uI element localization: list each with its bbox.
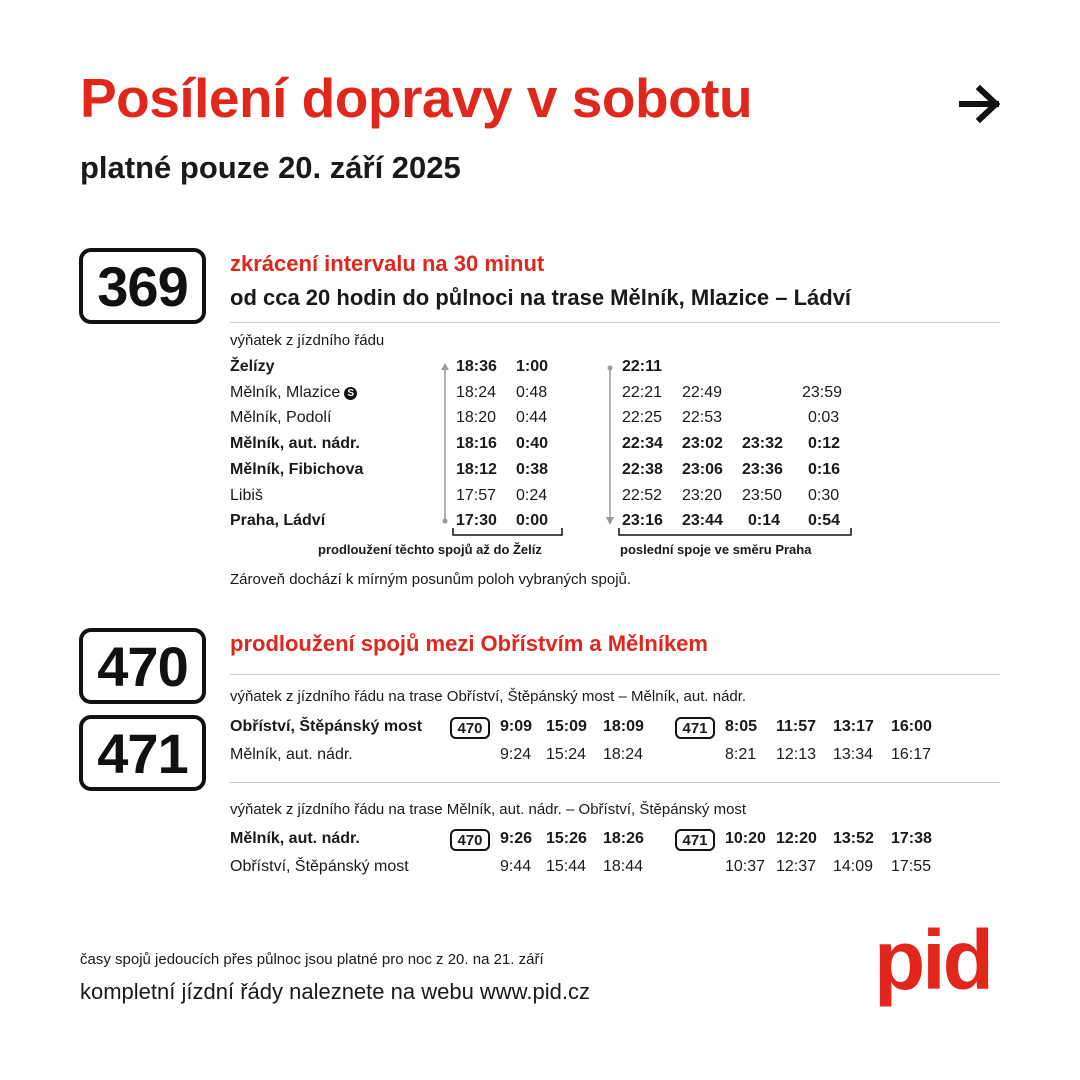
departure-time: 8:05 <box>725 718 758 735</box>
mini-badge-471: 471 <box>675 829 715 851</box>
departure-time: 23:36 <box>742 460 783 478</box>
departure-time: 23:20 <box>682 486 723 504</box>
line-badge-470: 470 <box>79 628 206 704</box>
departure-time: 23:59 <box>802 383 843 401</box>
divider <box>230 322 1000 323</box>
departure-time: 22:34 <box>622 435 663 453</box>
departure-time: 0:14 <box>748 512 781 530</box>
direction-down-icon <box>603 360 617 528</box>
mini-badge-471: 471 <box>675 717 715 739</box>
departure-time: 0:03 <box>808 409 840 427</box>
departure-time: 22:53 <box>682 409 723 427</box>
departure-time: 22:21 <box>622 383 663 401</box>
stop-name: Praha, Ládví <box>230 512 326 530</box>
stop-name: Mělník, Podolí <box>230 409 332 427</box>
departure-time: 18:26 <box>603 830 644 847</box>
departure-time: 12:37 <box>776 858 817 875</box>
departure-time: 9:44 <box>500 858 532 875</box>
departure-time: 14:09 <box>833 858 874 875</box>
departure-time: 18:09 <box>603 718 644 735</box>
departure-time: 15:26 <box>546 830 587 847</box>
stop-name: Mělník, Fibichova <box>230 460 364 478</box>
departure-time: 0:00 <box>516 512 549 530</box>
departure-time: 12:13 <box>776 746 817 763</box>
departure-time: 13:17 <box>833 718 874 735</box>
footer-web: kompletní jízdní řády naleznete na webu www.pid.cz <box>80 979 590 1004</box>
page-subtitle: platné pouze 20. září 2025 <box>80 150 461 185</box>
departure-time: 23:02 <box>682 435 723 453</box>
departure-time: 16:17 <box>891 746 932 763</box>
departure-time: 13:52 <box>833 830 874 847</box>
stop-name: Obříství, Štěpánský most <box>230 858 409 875</box>
departure-time: 18:12 <box>456 460 497 478</box>
departure-time: 22:52 <box>622 486 663 504</box>
divider <box>230 782 1000 783</box>
departure-time: 18:20 <box>456 409 497 427</box>
page-title: Posílení dopravy v sobotu <box>80 67 753 129</box>
departure-time: 23:16 <box>622 512 663 530</box>
departure-time: 15:44 <box>546 858 587 875</box>
stop-name: Mělník, aut. nádr. <box>230 830 360 847</box>
departure-time: 18:16 <box>456 435 497 453</box>
departure-time: 0:40 <box>516 435 549 453</box>
departure-time: 13:34 <box>833 746 874 763</box>
departure-time: 0:16 <box>808 460 841 478</box>
departure-time: 16:00 <box>891 718 932 735</box>
stop-name: Libiš <box>230 486 263 504</box>
departure-time: 15:24 <box>546 746 587 763</box>
departure-time: 23:06 <box>682 460 723 478</box>
line369-note: Zároveň dochází k mírným posunům poloh vybraných spojů. <box>230 571 632 588</box>
right-caption: poslední spoje ve směru Praha <box>620 542 812 557</box>
table1-label: výňatek z jízdního řádu na trase Obříství, Štěpánský most – Mělník, aut. nádr. <box>230 688 747 705</box>
line-badge-471: 471 <box>79 715 206 791</box>
departure-time: 9:24 <box>500 746 532 763</box>
stop-name: Mělník, aut. nádr. <box>230 746 353 763</box>
line369-extract-label: výňatek z jízdního řádu <box>230 332 385 349</box>
table2-label: výňatek z jízdního řádu na trase Mělník, aut. nádr. – Obříství, Štěpánský most <box>230 801 747 818</box>
departure-time: 22:25 <box>622 409 663 427</box>
departure-time: 12:20 <box>776 830 817 847</box>
stop-name: Mělník, Mlazice S <box>230 384 357 402</box>
departure-time: 17:57 <box>456 486 497 504</box>
departure-time: 23:50 <box>742 486 783 504</box>
departure-time: 0:54 <box>808 512 841 530</box>
mini-badge-470: 470 <box>450 829 490 851</box>
departure-time: 18:24 <box>603 746 644 763</box>
departure-time: 0:30 <box>808 486 840 504</box>
departure-time: 8:21 <box>725 746 757 763</box>
departure-time: 0:24 <box>516 486 548 504</box>
train-icon: S <box>344 387 357 400</box>
departure-time: 18:24 <box>456 383 497 401</box>
stop-name: Obříství, Štěpánský most <box>230 718 423 735</box>
departure-time: 23:32 <box>742 435 783 453</box>
departure-time: 0:48 <box>516 383 548 401</box>
departure-time: 0:44 <box>516 409 548 427</box>
bracket-right <box>618 528 854 538</box>
departure-time: 15:09 <box>546 718 587 735</box>
line-badge-369: 369 <box>79 248 206 324</box>
departure-time: 22:38 <box>622 460 663 478</box>
departure-time: 11:57 <box>776 718 817 735</box>
stop-name: Mělník, aut. nádr. <box>230 435 360 453</box>
arrow-right-icon[interactable] <box>958 84 1004 124</box>
line369-headline: zkrácení intervalu na 30 minut <box>230 251 545 276</box>
departure-time: 9:09 <box>500 718 533 735</box>
departure-time: 10:20 <box>725 830 766 847</box>
mini-badge-470: 470 <box>450 717 490 739</box>
line470-headline: prodloužení spojů mezi Obřístvím a Mělníkem <box>230 631 708 656</box>
departure-time: 22:49 <box>682 383 723 401</box>
divider <box>230 674 1000 675</box>
departure-time: 9:26 <box>500 830 533 847</box>
departure-time: 17:55 <box>891 858 932 875</box>
left-caption: prodloužení těchto spojů až do Želíz <box>318 542 542 557</box>
departure-time: 22:11 <box>622 358 663 375</box>
departure-time: 23:44 <box>682 512 723 530</box>
line369-description: od cca 20 hodin do půlnoci na trase Mělník, Mlazice – Ládví <box>230 285 852 310</box>
departure-time: 17:30 <box>456 512 497 530</box>
footer-note: časy spojů jedoucích přes půlnoc jsou platné pro noc z 20. na 21. září <box>80 951 544 968</box>
departure-time: 1:00 <box>516 358 549 375</box>
bracket-left <box>452 528 564 538</box>
departure-time: 18:36 <box>456 358 497 375</box>
departure-time: 0:12 <box>808 435 841 453</box>
direction-up-icon <box>438 360 452 528</box>
pid-logo: pid <box>874 913 991 1007</box>
departure-time: 10:37 <box>725 858 766 875</box>
departure-time: 0:38 <box>516 460 549 478</box>
stop-name: Želízy <box>230 358 275 375</box>
departure-time: 17:38 <box>891 830 932 847</box>
departure-time: 18:44 <box>603 858 644 875</box>
